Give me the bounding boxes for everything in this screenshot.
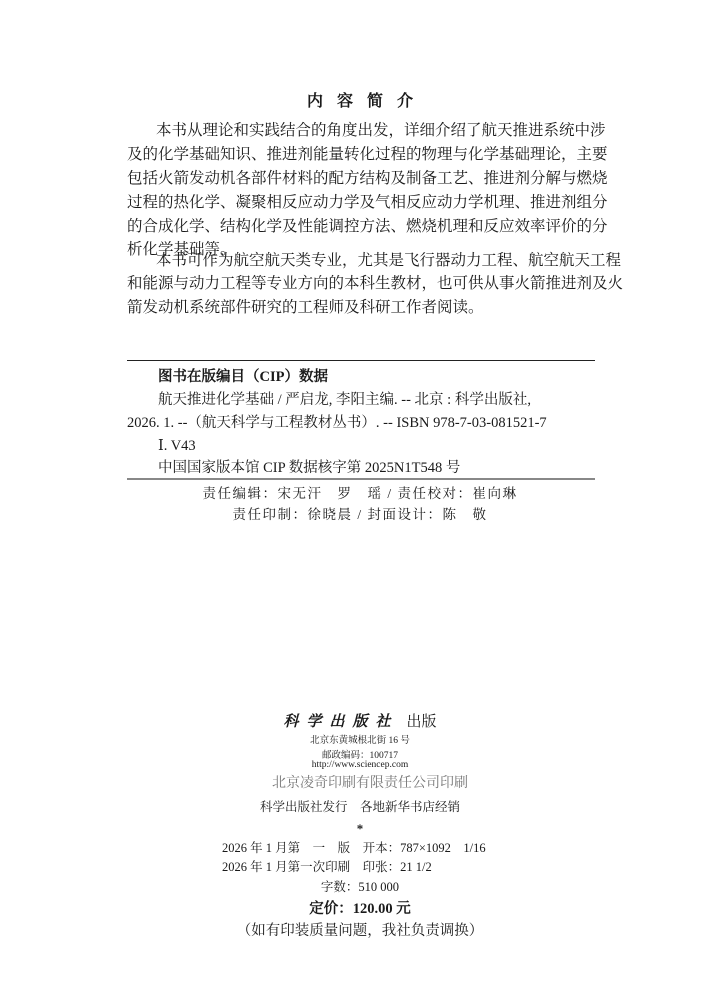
cip-line: 中国国家版本馆 CIP 数据核字第 2025N1T548 号 [158,460,461,476]
printing: 2026 年 1 月第一次印刷 印张：21 1/2 [222,860,432,874]
publisher-logo: 科学出版社 [283,714,399,730]
website: http://www.sciencep.com [311,760,409,770]
text-line: 析化学基础等。 [127,241,236,258]
printer: 北京凌奇印刷有限责任公司印刷 [272,774,468,790]
distribution: 科学出版社发行 各地新华书店经销 [259,800,460,814]
credits-line: 责任编辑：宋无汗 罗 瑶 / 责任校对：崔向琳 [202,486,518,501]
text-line: 包括火箭发动机各部件材料的配方结构及制备工艺、推进剂分解与燃烧 [127,170,608,187]
postcode: 邮政编码：100717 [321,751,398,761]
text-line: 的合成化学、结构化学及性能调控方法、燃烧机理和反应效率评价的分 [127,218,608,235]
text-line: 箭发动机系统部件研究的工程师及科研工作者阅读。 [127,299,484,316]
notice: （如有印装质量问题，我社负责调换） [236,923,484,939]
text-line: 过程的热化学、凝聚相反应动力学及气相反应动力学机理、推进剂组分 [127,194,608,211]
edition: 2026 年 1 月第 一 版 开本：787×1092 1/16 [222,841,486,855]
publisher-suffix: 出版 [406,714,437,730]
page-title: 内容简介 [306,93,427,110]
cip-line: 航天推进化学基础 / 严启龙, 李阳主编. -- 北京 : 科学出版社, [158,392,531,408]
credits-line: 责任印制：徐晓晨 / 封面设计：陈 敬 [232,507,488,522]
text-line: 及的化学基础知识、推进剂能量转化过程的物理与化学基础理论，主要 [127,146,608,163]
text-line: 本书可作为航空航天类专业，尤其是飞行器动力工程、航空航天工程 [156,252,622,269]
cip-line: Ⅰ. V43 [158,438,196,454]
text-line: 和能源与动力工程等专业方向的本科生教材，也可供从事火箭推进剂及火 [127,275,624,292]
word-count: 字数：510 000 [320,880,400,894]
cip-heading: 图书在版编目（CIP）数据 [158,369,328,385]
cip-line: 2026. 1. --（航天科学与工程教材丛书）. -- ISBN 978-7-03-081521-7 [127,415,547,431]
price: 定价：120.00 元 [309,901,411,917]
address: 北京东黄城根北街 16 号 [310,736,410,746]
text-line: 本书从理论和实践结合的角度出发，详细介绍了航天推进系统中涉 [156,122,606,139]
divider [127,360,595,361]
divider [127,478,595,480]
separator: * [356,821,364,836]
publisher-line [0,710,720,731]
